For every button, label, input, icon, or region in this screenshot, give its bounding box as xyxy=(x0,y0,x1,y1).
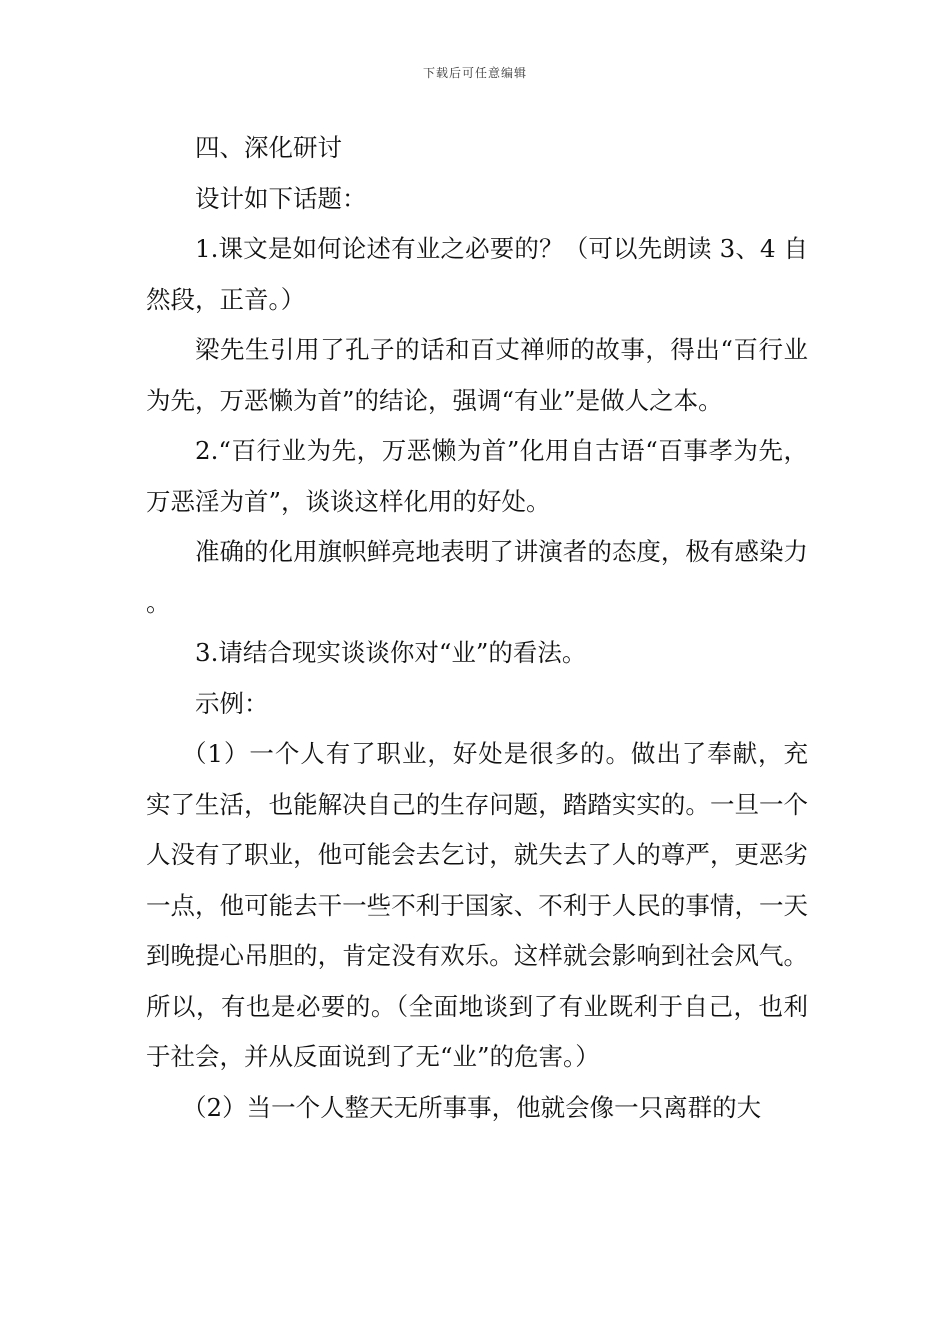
answer-2: 准确的化用旗帜鲜亮地表明了讲演者的态度，极有感染力。 xyxy=(146,537,808,617)
question-3: 3.请结合现实谈谈你对“业”的看法。 xyxy=(195,638,587,667)
topics-intro: 设计如下话题： xyxy=(195,183,367,213)
question-2: 2.“百行业为先，万恶懒为首”化用自古语“百事孝为先，万恶淫为首”，谈谈这样化用的好处。 xyxy=(146,436,808,516)
example-label: 示例： xyxy=(195,688,269,718)
answer-1: 梁先生引用了孔子的话和百丈禅师的故事，得出“百行业为先，万恶懒为首”的结论，强调“有业”是做人之本。 xyxy=(146,335,808,415)
example-1: （1）一个人有了职业，好处是很多的。做出了奉献，充实了生活，也能解决自己的生存问题，踏踏实实的。一旦一个人没有了职业，他可能会去乞讨，就失去了人的尊严，更恶劣一点，他可能去干一些不利于国家、不利于人民的事情，一天到晚提心吊胆的，肯定没有欢乐。这样就会影响到社会风气。所以，有也是必要的。（全面地谈到了有业既利于自己，也利于社会，并从反面说到了无“业”的危害。） xyxy=(146,739,808,1071)
page-header: 下载后可任意编辑 xyxy=(422,66,527,80)
question-1: 1.课文是如何论述有业之必要的？（可以先朗读 3、4 自然段，正音。） xyxy=(146,234,808,314)
example-2: （2）当一个人整天无所事事，他就会像一只离群的大 xyxy=(182,1092,762,1122)
section-heading: 四、深化研讨 xyxy=(195,133,342,162)
document-body xyxy=(146,123,808,1133)
